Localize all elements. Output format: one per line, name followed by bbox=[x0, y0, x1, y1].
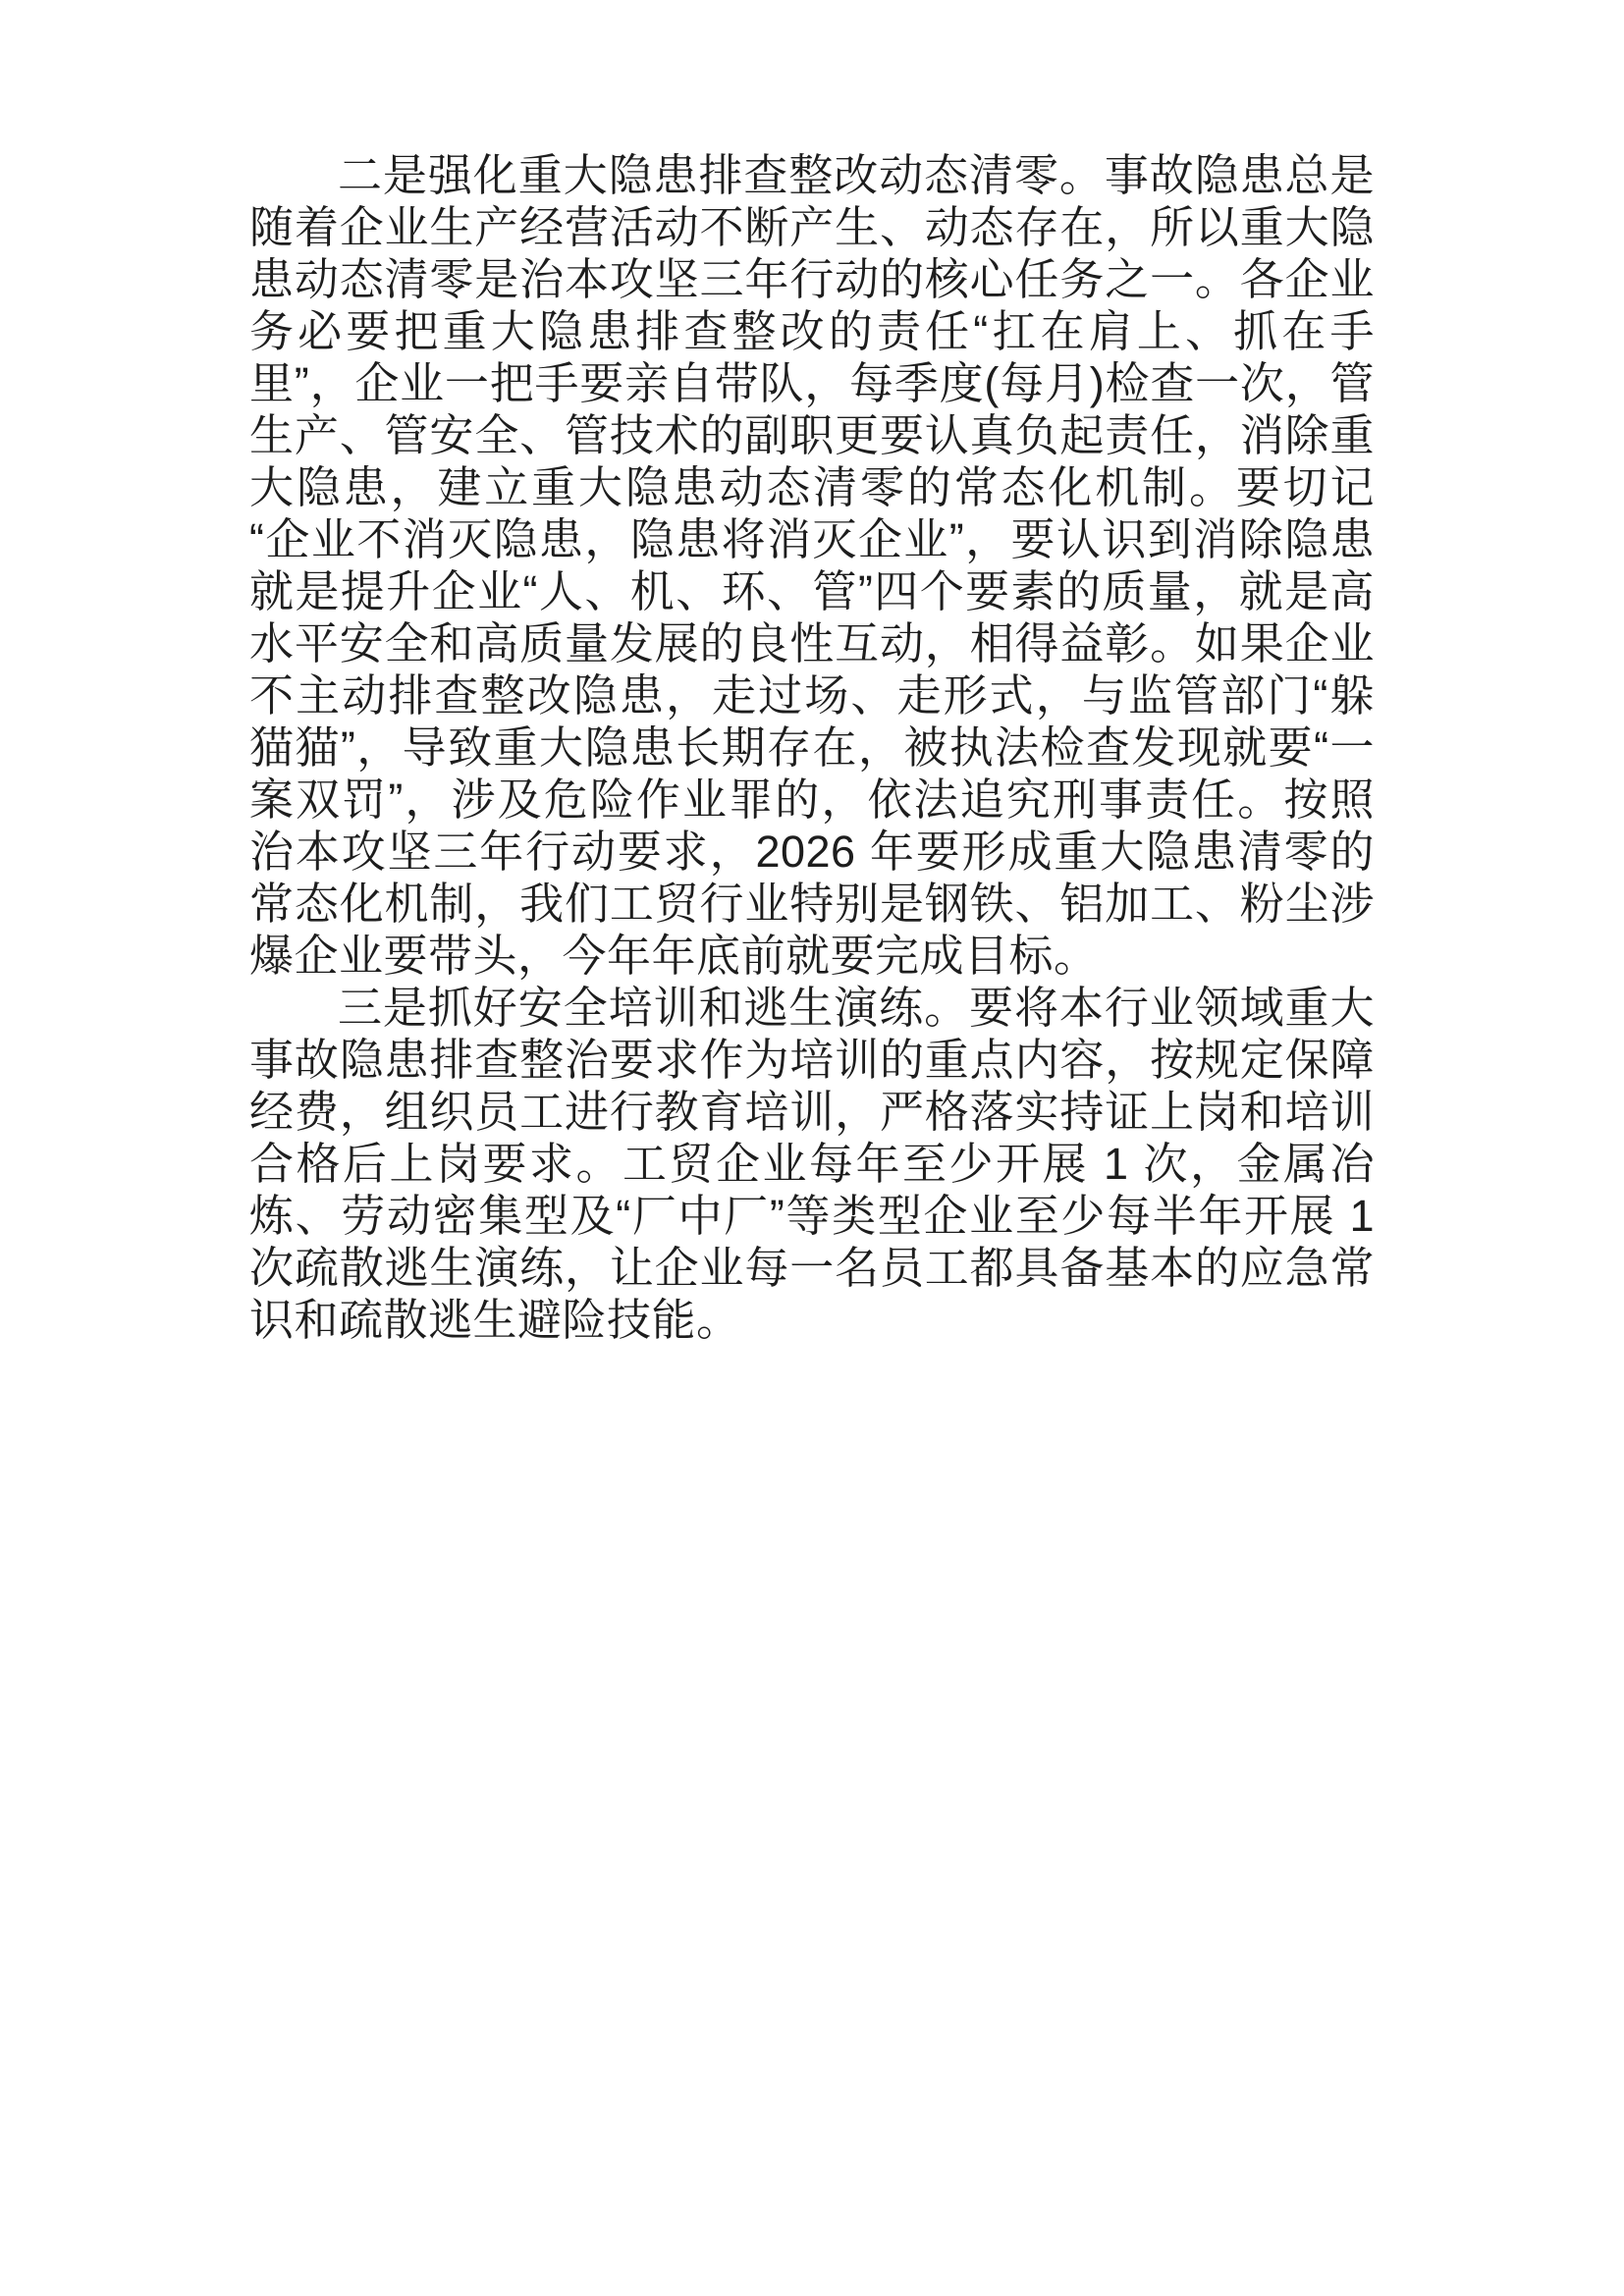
document-body bbox=[249, 149, 1375, 1346]
paragraph: 三是抓好安全培训和逃生演练。要将本行业领域重大事故隐患排查整治要求作为培训的重点内容，按规定保障经费，组织员工进行教育培训，严格落实持证上岗和培训合格后上岗要求。工贸企业每年至少开展 1 次，金属冶炼、劳动密集型及“厂中厂”等类型企业至少每半年开展 1 次疏散逃生演练，让企业每一名员工都具备基本的应急常识和疏散逃生避险技能。 bbox=[249, 983, 1375, 1345]
paragraph: 二是强化重大隐患排查整改动态清零。事故隐患总是随着企业生产经营活动不断产生、动态存在，所以重大隐患动态清零是治本攻坚三年行动的核心任务之一。各企业务必要把重大隐患排查整改的责任“扛在肩上、抓在手里”，企业一把手要亲自带队，每季度(每月)检查一次，管生产、管安全、管技术的副职更要认真负起责任，消除重大隐患，建立重大隐患动态清零的常态化机制。要切记“企业不消灭隐患，隐患将消灭企业”，要认识到消除隐患就是提升企业“人、机、环、管”四个要素的质量，就是高水平安全和高质量发展的良性互动，相得益彰。如果企业不主动排查整改隐患，走过场、走形式，与监管部门“躲猫猫”，导致重大隐患长期存在，被执法检查发现就要“一案双罚”，涉及危险作业罪的，依法追究刑事责任。按照治本攻坚三年行动要求，2026 年要形成重大隐患清零的常态化机制，我们工贸行业特别是钢铁、铝加工、粉尘涉爆企业要带头，今年年底前就要完成目标。 bbox=[249, 150, 1375, 981]
